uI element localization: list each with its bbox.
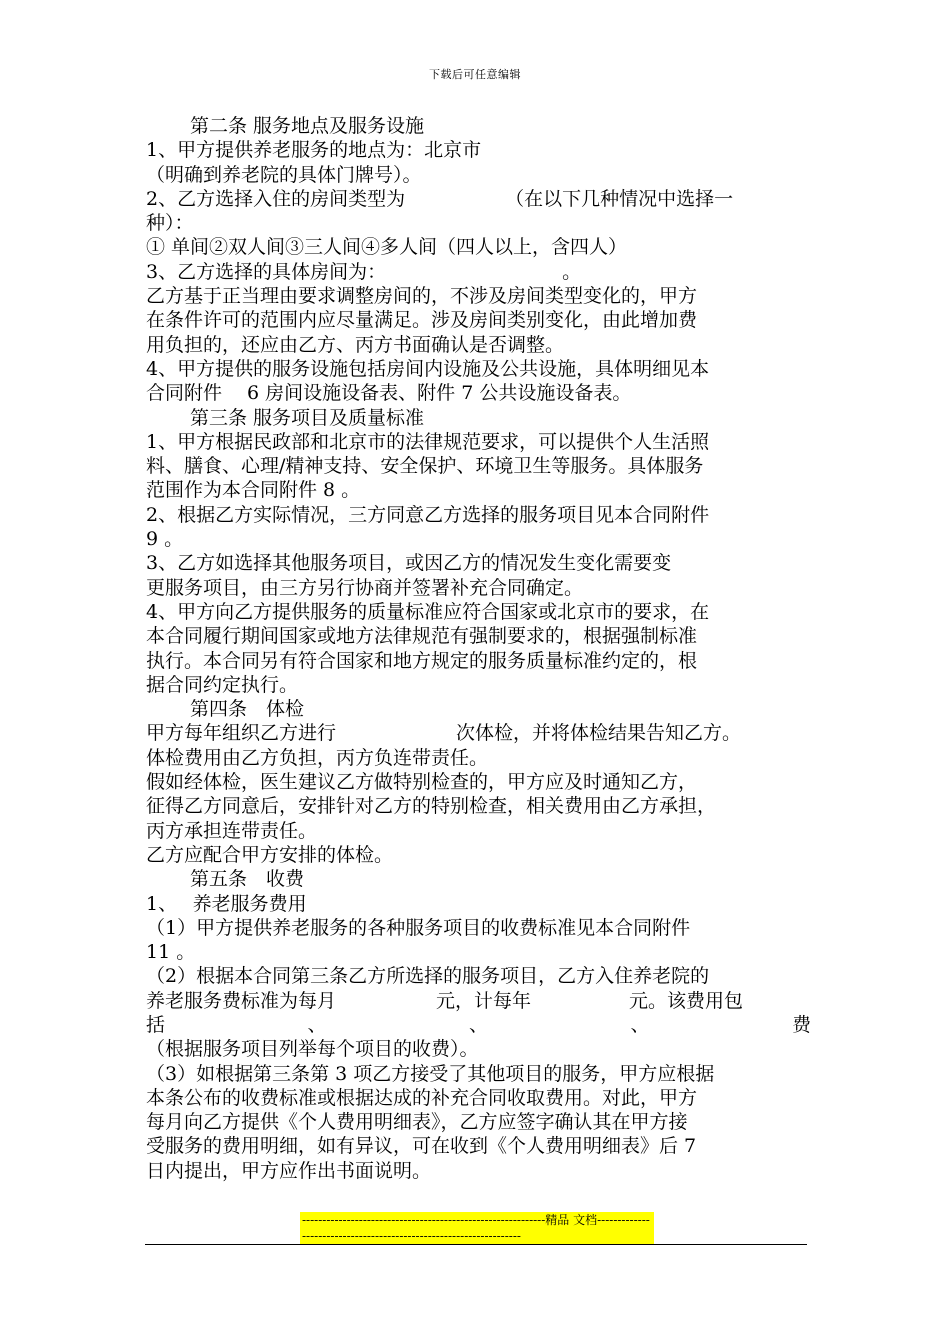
paragraph-line: 乙方应配合甲方安排的体检。: [146, 843, 394, 866]
footer-divider: [145, 1244, 807, 1245]
paragraph-line: （根据服务项目列举每个项目的收费）。: [146, 1038, 479, 1061]
paragraph-text: 元，计每年: [436, 989, 532, 1012]
paragraph-text: 2、乙方选择入住的房间类型为: [146, 187, 406, 210]
paragraph-line: （3）如根据第三条第 3 项乙方接受了其他项目的服务，甲方应根据: [146, 1062, 715, 1085]
article-heading: 第四条 体检: [190, 698, 305, 721]
paragraph-text: 括: [146, 1013, 234, 1036]
paragraph-line: 2、根据乙方实际情况，三方同意乙方选择的服务项目见本合同附件: [146, 503, 710, 526]
paragraph-line: 3、乙方如选择其他服务项目，或因乙方的情况发生变化需要变: [146, 552, 672, 575]
paragraph-line: 据合同约定执行。: [146, 673, 299, 696]
paragraph-line: 更服务项目，由三方另行协商并签署补充合同确定。: [146, 576, 584, 599]
paragraph-line: 每月向乙方提供《个人费用明细表》，乙方应签字确认其在甲方接: [146, 1111, 688, 1134]
paragraph-line: 4、甲方提供的服务设施包括房间内设施及公共设施，具体明细见本: [146, 357, 710, 380]
article-heading: 第五条 收费: [190, 868, 305, 891]
paragraph-line: [146, 721, 811, 745]
paragraph-line: 受服务的费用明细，如有异议，可在收到《个人费用明细表》后 7: [146, 1135, 697, 1158]
paragraph-line: [146, 1013, 811, 1037]
article-heading: 第二条 服务地点及服务设施: [190, 115, 425, 137]
paragraph-text: 、: [630, 1013, 718, 1036]
paragraph-text: 、: [468, 1013, 557, 1036]
paragraph-line: 本合同履行期间国家或地方法律规范有强制要求的，根据强制标准: [146, 625, 698, 648]
paragraph-line: 本条公布的收费标准或根据达成的补充合同收取费用。对此，甲方: [146, 1086, 698, 1109]
page-header: 下载后可任意编辑: [429, 68, 521, 81]
paragraph-line: 征得乙方同意后，安排针对乙方的特别检查，相关费用由乙方承担，: [146, 795, 717, 818]
paragraph-line: [146, 260, 811, 284]
paragraph-line: （2）根据本合同第三条乙方所选择的服务项目，乙方入住养老院的: [146, 965, 710, 988]
paragraph-text: 次体检，并将体检结果告知乙方。: [456, 722, 742, 745]
paragraph-line: [146, 989, 811, 1013]
paragraph-line: （明确到养老院的具体门牌号）。: [146, 163, 422, 186]
paragraph-text: （在以下几种情况中选择一: [505, 187, 734, 210]
paragraph-line: 料、膳食、心理/精神支持、安全保护、环境卫生等服务。具体服务: [146, 455, 704, 478]
paragraph-text: 、: [307, 1013, 395, 1036]
paragraph-line: ① 单间②双人间③三人间④多人间（四人以上，含四人）: [146, 236, 628, 259]
paragraph-line: 1、甲方提供养老服务的地点为：北京市: [146, 139, 482, 162]
footer-banner: ------------------------------------------------------------精品 文档-------------------------------------------------------------------: [300, 1212, 654, 1244]
paragraph-line: 在条件许可的范围内应尽量满足。涉及房间类别变化，由此增加费: [146, 309, 698, 332]
document-body: [146, 114, 811, 1183]
paragraph-line: （1）甲方提供养老服务的各种服务项目的收费标准见本合同附件: [146, 916, 691, 939]
paragraph-line: 4、甲方向乙方提供服务的质量标准应符合国家或北京市的要求，在: [146, 600, 710, 623]
paragraph-line: 9 。: [146, 528, 184, 551]
paragraph-line: 合同附件 6 房间设施设备表、附件 7 公共设施设备表。: [146, 382, 632, 405]
paragraph-text: 元。该费用包: [629, 989, 744, 1012]
article-heading: 第三条 服务项目及质量标准: [190, 406, 425, 429]
paragraph-line: 乙方基于正当理由要求调整房间的，不涉及房间类型变化的，甲方: [146, 285, 698, 308]
paragraph-line: 1、 养老服务费用: [146, 892, 307, 915]
paragraph-line: 假如经体检，医生建议乙方做特别检查的，甲方应及时通知乙方，: [146, 771, 698, 794]
paragraph-line: 种）：: [146, 212, 194, 235]
paragraph-text: 3、乙方选择的具体房间为：: [146, 260, 387, 283]
paragraph-line: 11 。: [146, 941, 196, 964]
paragraph-line: 日内提出，甲方应作出书面说明。: [146, 1159, 432, 1182]
paragraph-line: 用负担的，还应由乙方、丙方书面确认是否调整。: [146, 333, 565, 356]
paragraph-text: 甲方每年组织乙方进行: [146, 722, 337, 745]
paragraph-text: 费: [791, 1013, 811, 1036]
paragraph-line: 执行。本合同另有符合国家和地方规定的服务质量标准约定的，根: [146, 649, 698, 672]
paragraph-line: 丙方承担连带责任。: [146, 819, 318, 842]
paragraph-line: 体检费用由乙方负担，丙方负连带责任。: [146, 746, 489, 769]
paragraph-text: 。: [562, 260, 582, 283]
paragraph-line: [146, 187, 811, 211]
paragraph-text: 养老服务费标准为每月: [146, 989, 337, 1012]
paragraph-line: 1、甲方根据民政部和北京市的法律规范要求，可以提供个人生活照: [146, 430, 710, 453]
paragraph-line: 范围作为本合同附件 8 。: [146, 479, 361, 502]
